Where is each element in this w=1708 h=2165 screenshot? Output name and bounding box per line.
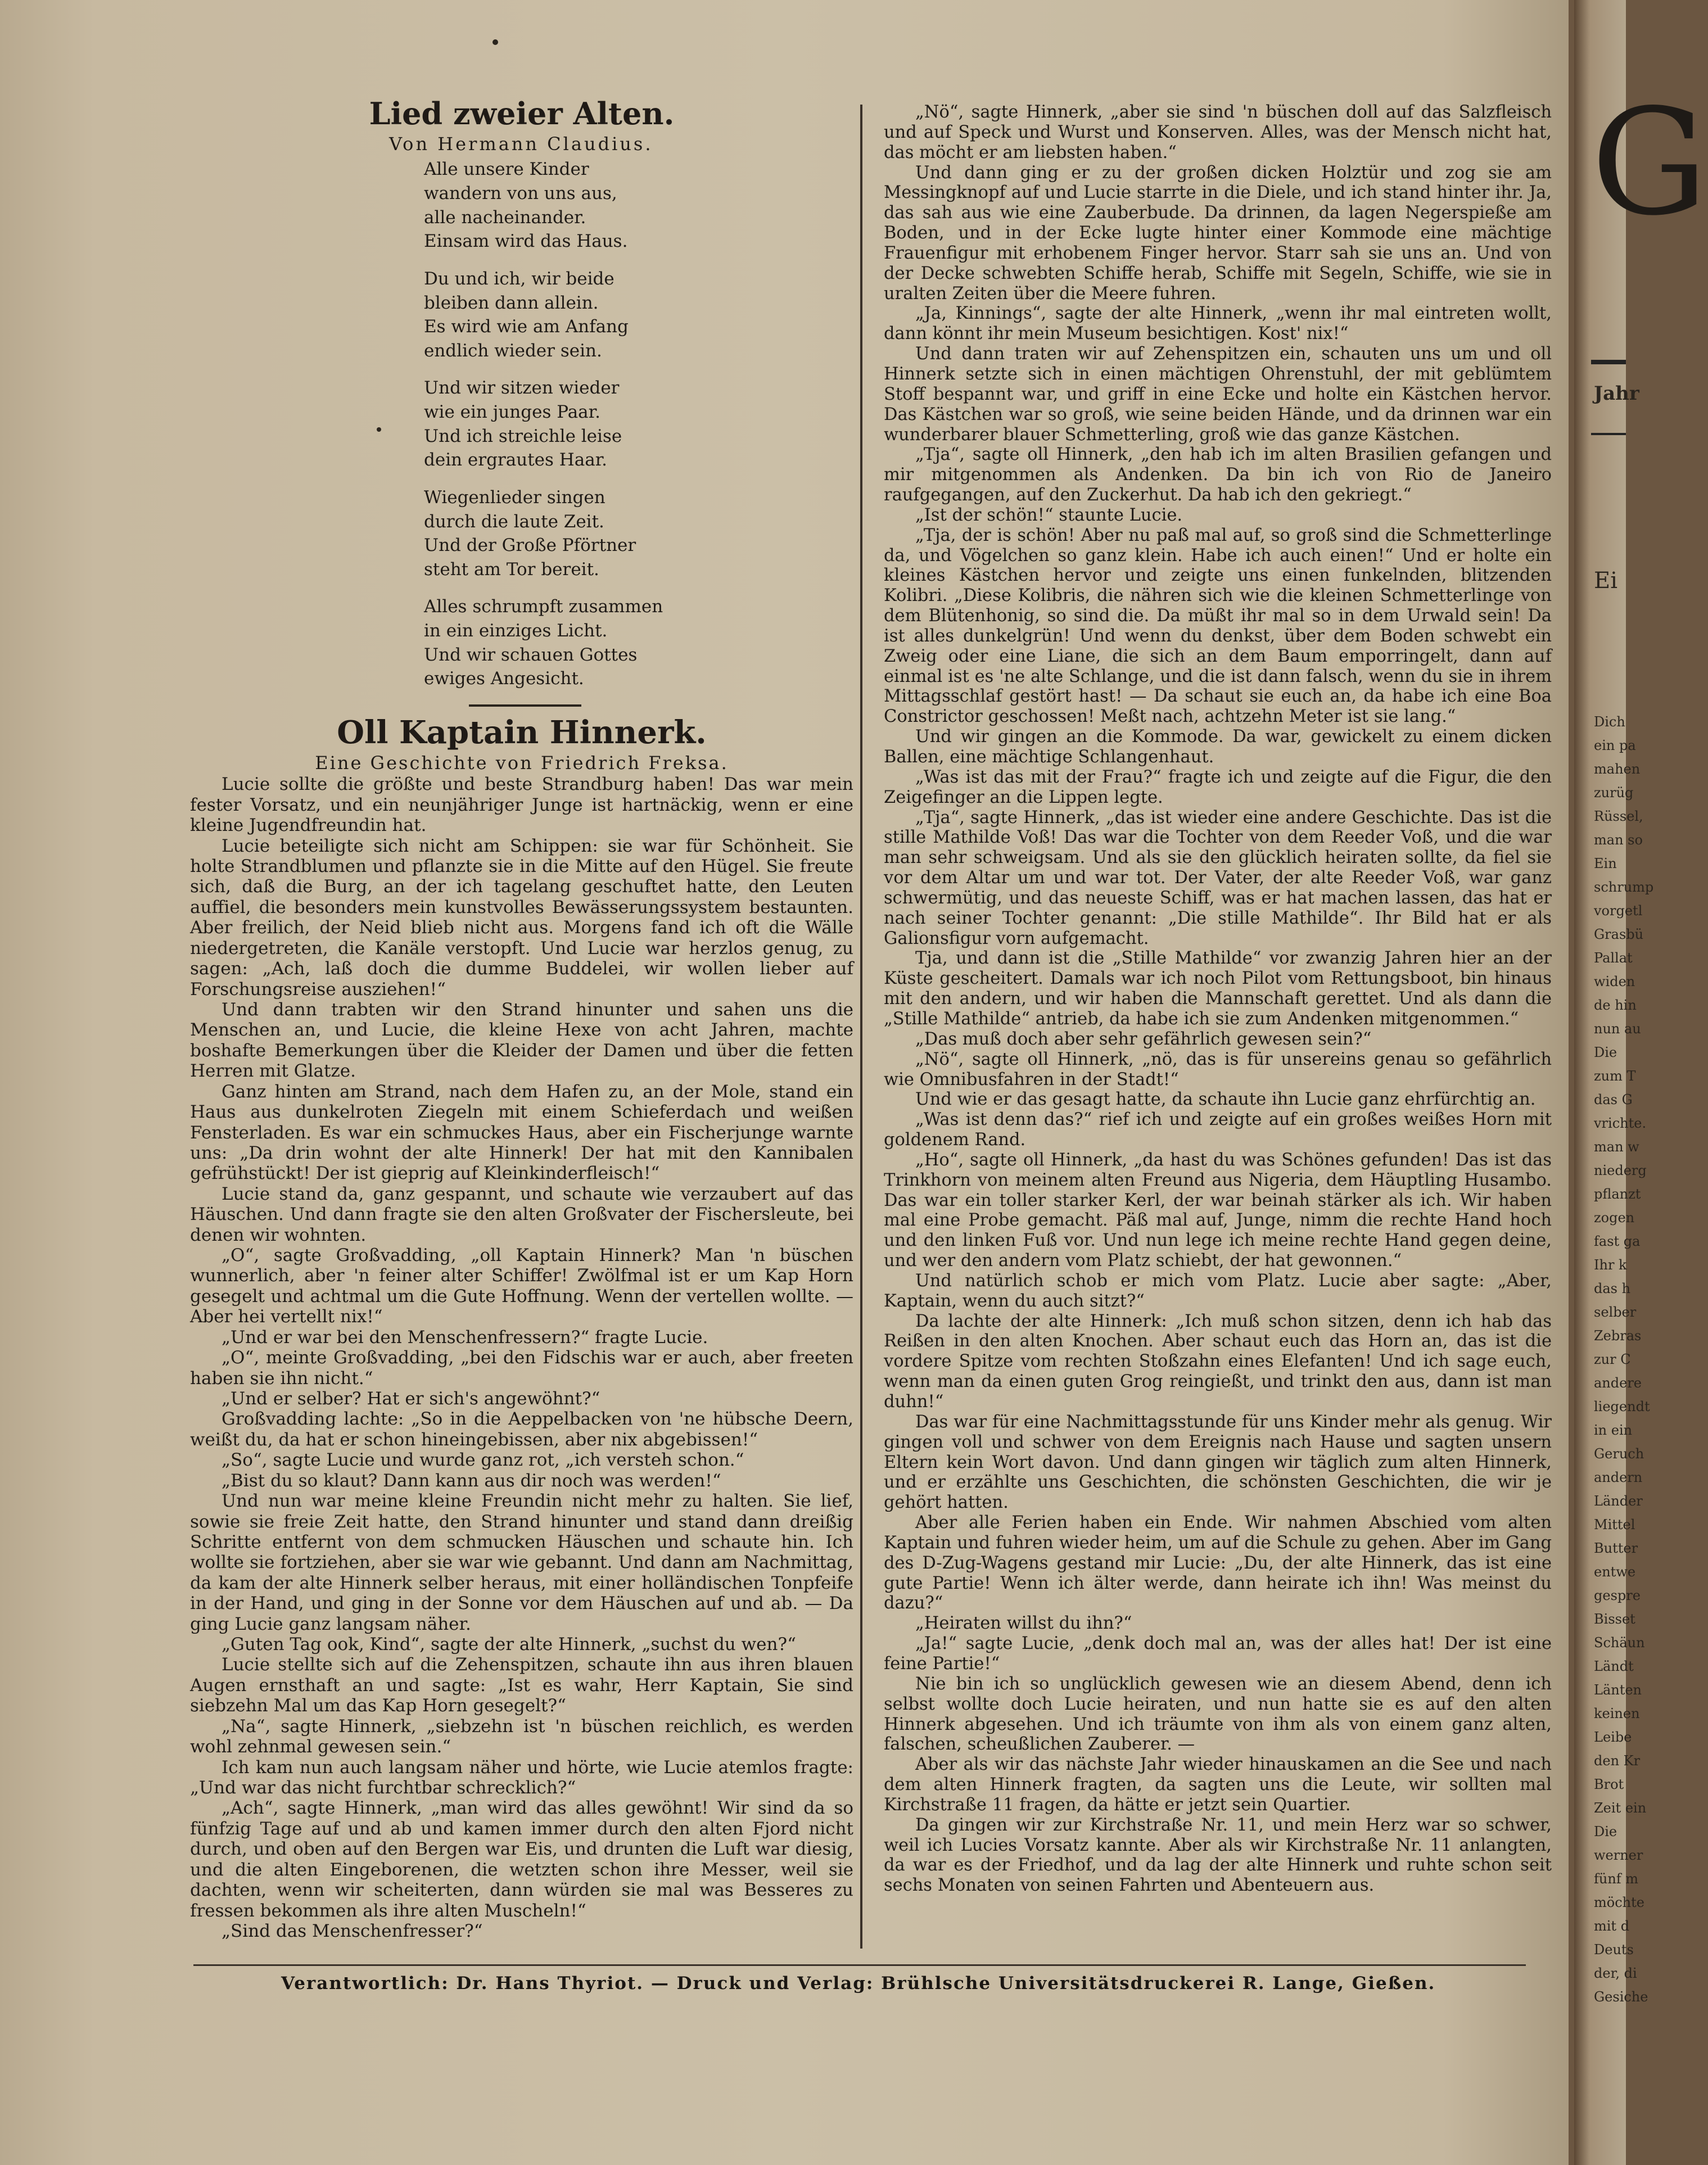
print-speck [492,39,498,45]
story-paragraph: „Ist der schön!“ staunte Lucie. [915,505,1183,525]
story-paragraph: Aber als wir das nächste Jahr wieder hinauskamen an die See und nach dem alten Hinnerk fragten, da sagten uns die Leute, wir sollten mal Kirchstraße 11 fragen, da hätte er jetzt sein Quartier. [884,1755,1552,1815]
imprint-footer: Verantwortlich: Dr. Hans Thyriot. — Druck und Verlag: Brühlsche Universitätsdruckerei R. Lange, Gießen. [281,1973,1436,1994]
footer-rule [193,1964,1526,1966]
story-paragraph: Und dann trabten wir den Strand hinunter und sahen uns die Menschen an, und Lucie, die kleine Hexe von acht Jahren, machte boshafte Bemerkungen über die Kleider der Damen und über die fetten Herren mit Glatze. [190,999,853,1082]
poem-line: alle nacheinander. [424,207,586,228]
adjacent-page-fragment: Grasbü [1594,926,1644,942]
adjacent-page-fragment: Die [1594,1824,1617,1839]
print-speck [377,427,381,432]
story-paragraph: Lucie beteiligte sich nicht am Schippen: sie war für Schönheit. Sie holte Strandblumen und pflanzte sie in die Mitte auf den Hügel. Sie freute sich, daß die Burg, an der ich tagelang geschuftet hatte, den Leuten auffiel, die besonders mein kunstvolles Bewässerungssystem bestaunten. Aber freilich, der Neid blieb nicht aus. Morgens fand ich oft die Wälle niedergetreten, die Kanäle verstopft. Und Lucie war herzlos genug, zu sagen: „Ach, laß doch die dumme Buddelei, wir wollen lieber auf Forschungsreise ausziehen!“ [190,835,853,1000]
story-paragraph: „O“, sagte Großvadding, „oll Kaptain Hinnerk? Man 'n büschen wunnerlich, aber 'n feiner alter Schiffer! Zwölfmal ist er um Kap Horn gesegelt und achtmal um die Gute Hoffnung. Wenn der vertellen wollte. — Aber hei vertellt nix!“ [190,1245,853,1327]
poem-line: bleiben dann allein. [424,292,599,313]
story-paragraph: „Sind das Menschenfresser?“ [222,1920,483,1941]
story-paragraph: Lucie sollte die größte und beste Strandburg haben! Das war mein fester Vorsatz, und ein neunjähriger Junge ist hartnäckig, wenn er eine kleine Jugendfreundin hat. [190,774,853,836]
poem-title: Lied zweier Alten. [369,96,675,132]
poem-line: in ein einziges Licht. [424,621,608,641]
adjacent-page-fragment: Deuts [1594,1942,1634,1958]
adjacent-page-fragment: das G [1594,1092,1633,1108]
story-paragraph: „Was ist das mit der Frau?“ fragte ich und zeigte auf die Figur, die den Zeigefinger an die Lippen legte. [884,767,1552,807]
adjacent-page-fragment: der, di [1594,1965,1637,1981]
adjacent-page-fragment: Jahr [1594,382,1639,405]
adjacent-page-fragment: den Kr [1594,1753,1641,1769]
adjacent-page-fragment: man so [1594,832,1643,848]
adjacent-page-fragment: fünf m [1594,1871,1639,1887]
story-paragraph: Aber alle Ferien haben ein Ende. Wir nahmen Abschied vom alten Kaptain und fuhren wieder heim, um auf die Schule zu gehen. Aber im Gang des D-Zug-Wagens gestand mir Lucie: „Du, der alte Hinnerk, das ist eine gute Partie! Wenn ich älter werde, dann heirate ich ihn! Was meinst du dazu?“ [884,1513,1552,1613]
adjacent-page-fragment: vrichte. [1594,1115,1647,1131]
adjacent-page-fragment: Bisset [1594,1611,1635,1627]
poem-line: Und wir sitzen wieder [424,378,620,399]
poem-line: Und wir schauen Gottes [424,644,638,665]
adjacent-page-rule [1591,433,1626,435]
story-paragraph: „Tja, der is schön! Aber nu paß mal auf, so groß sind die Schmetterlinge da, und Vögelchen so ganz klein. Habe ich auch einen!“ Und er holte ein kleines Kästchen hervor und zeigte uns einen funkelnden, blitzenden Kolibri. „Diese Kolibris, die nähren sich wie die kleinen Schmetterlinge von dem Blütenhonig, so sind die. Da müßt ihr mal so in dem Urwald sein! Da ist alles dunkelgrün! Und wenn du denkst, über dem Boden schwebt ein Zweig oder eine Liane, die sich an dem Baum emporringelt, dann auf einmal ist es 'ne alte Schlange, und die ist dann falsch, wenn du sie in ihrem Mittagsschlaf gestört hast! — Da schaut sie euch an, da habe ich eine Boa Constrictor geschossen! Meßt nach, achtzehn Meter ist sie lang.“ [884,525,1552,727]
adjacent-page-fragment: liegendt [1594,1399,1650,1414]
story-paragraph: „O“, meinte Großvadding, „bei den Fidschis war er auch, aber freeten haben sie ihn nicht.“ [190,1348,853,1389]
story-paragraph: „Guten Tag ook, Kind“, sagte der alte Hinnerk, „suchst du wen?“ [222,1634,796,1655]
adjacent-page-fragment: das h [1594,1281,1631,1296]
poem-line: Es wird wie am Anfang [424,317,629,337]
poem-line: Alles schrumpft zusammen [424,596,663,617]
story-text-left [190,774,853,1941]
poem-stanzas [190,157,853,691]
story-paragraph: „Nö“, sagte Hinnerk, „aber sie sind 'n büschen doll auf das Salzfleisch und auf Speck und Wurst und Konserven. Alles, was der Mensch nicht hat, das möcht er am liebsten haben.“ [884,102,1552,162]
adjacent-page-fragment: in ein [1594,1422,1633,1438]
story-paragraph: „Ach“, sagte Hinnerk, „man wird das alles gewöhnt! Wir sind da so fünfzig Tage auf und ab und kamen immer durch den alten Fjord nicht durch, und oben auf den Bergen war Eis, und drunten die Luft war diesig, und die alten Eingeborenen, die wetzten schon ihre Messer, weil sie dachten, wenn wir scheiterten, dann würden sie mal was Besseres zu fressen bekommen als ihre alten Muscheln!“ [190,1798,853,1921]
poem-stanza [424,486,853,582]
adjacent-page-fragment: Butter [1594,1540,1638,1556]
story-paragraph: „Tja“, sagte Hinnerk, „das ist wieder eine andere Geschichte. Das ist die stille Mathilde Voß! Das war die Tochter von dem Reeder Voß, und die war man sehr schweigsam. Und als sie den glücklich heiraten sollte, da fiel sie vor dem Altar um und war tot. Der Vater, der alte Reeder Voß, war ganz schwermütig, und das neueste Schiff, was er hat machen lassen, das hat er nach seiner Tochter genannt: „Die stille Mathilde“. Ihr Bild hat er als Galionsfigur vorn aufgemacht. [884,807,1552,948]
poem-line: Du und ich, wir beide [424,268,614,289]
adjacent-page-fragment: ein pa [1594,738,1636,753]
story-paragraph: Lucie stand da, ganz gespannt, und schaute wie verzaubert auf das Häuschen. Und dann fragte sie den alten Großvater der Fischersleute, bei denen wir wohnten. [190,1183,853,1245]
poem-line: Und ich streichle leise [424,426,622,446]
story-paragraph: „Ja, Kinnings“, sagte der alte Hinnerk, „wenn ihr mal eintreten wollt, dann könnt ihr mein Museum besichtigen. Kost' nix!“ [884,304,1552,344]
adjacent-page-fragment: fast ga [1594,1233,1641,1249]
adjacent-page-fragment: Ländt [1594,1658,1634,1674]
adjacent-page-fragment: Länten [1594,1682,1642,1698]
poem-stanza [424,267,853,363]
adjacent-page-fragment: keinen [1594,1706,1640,1721]
story-paragraph: Und dann ging er zu der großen dicken Holztür und zog sie am Messingknopf auf und Lucie starrte in die Diele, und ich stand hinter ihr. Ja, das sah aus wie eine Zauberbude. Da drinnen, da lagen Negerspieße am Boden, und in der Ecke lugte hinter einer Kommode eine mächtige Frauenfigur mit erhobenem Finger hervor. Starr sah sie uns an. Und von der Decke schwebten Schiffe herab, Schiffe mit Segeln, Schiffe, wie sie in uralten Zeiten über die Meere fuhren. [884,162,1552,304]
adjacent-page-rule [1591,360,1626,364]
story-paragraph: „Bist du so klaut? Dann kann aus dir noch was werden!“ [222,1470,721,1491]
poem-line: Wiegenlieder singen [424,487,606,508]
story-paragraph: Großvadding lachte: „So in die Aeppelbacken von 'ne hübsche Deern, weißt du, da hat er schon hineingebissen, aber nix abgebissen!“ [190,1409,853,1450]
story-paragraph: „Heiraten willst du ihn?“ [915,1613,1132,1634]
adjacent-page-fragment: widen [1594,974,1635,989]
poem-line: ewiges Angesicht. [424,668,584,689]
poem-line: steht am Tor bereit. [424,559,599,580]
poem-line: Einsam wird das Haus. [424,231,628,252]
adjacent-page-fragment: entwe [1594,1564,1636,1580]
poem-line: dein ergrautes Haar. [424,450,608,471]
poem-line: endlich wieder sein. [424,340,602,361]
poem-line: Alle unsere Kinder [424,159,589,180]
adjacent-page-fragment: zur C [1594,1352,1631,1367]
adjacent-page-fragment: man w [1594,1139,1639,1155]
story-byline: Eine Geschichte von Friedrich Freksa. [315,752,729,774]
story-paragraph: Ich kam nun auch langsam näher und hörte, wie Lucie atemlos fragte: „Und war das nicht furchtbar schrecklich?“ [190,1757,853,1798]
poem-byline: Von Hermann Claudius. [389,133,653,155]
story-paragraph: „Ho“, sagte oll Hinnerk, „da hast du was Schönes gefunden! Das ist das Trinkhorn von meinem alten Freund aus Nigeria, dem Häuptling Husambo. Das war ein toller starker Kerl, der war beinah stärker als ich. Wir haben mal eine Probe gemacht. Päß mal auf, Junge, nimm die rechte Hand hoch und den linken Fuß vor. Und nun lege ich meine rechte Hand gegen deine, und wer den andern vom Platz schiebt, der hat gewonnen.“ [884,1150,1552,1271]
adjacent-page-fragment: mahen [1594,761,1641,777]
story-paragraph: „Ja!“ sagte Lucie, „denk doch mal an, was der alles hat! Der ist eine feine Partie!“ [884,1634,1552,1674]
story-paragraph: „So“, sagte Lucie und wurde ganz rot, „ich versteh schon.“ [222,1450,744,1471]
adjacent-page-fragment: andern [1594,1470,1643,1485]
adjacent-page-fragment: Brot [1594,1777,1624,1792]
adjacent-page-fragment: schrump [1594,879,1654,895]
story-paragraph: Ganz hinten am Strand, nach dem Hafen zu, an der Mole, stand ein Haus aus dunkelroten Ziegeln mit einem Schieferdach und weißen Fensterladen. Es war ein schmuckes Haus, aber ein Fischerjunge warnte uns: „Da drin wohnt der alte Hinnerk! Der hat mit den Kannibalen gefrühstückt! Der ist gieprig auf Kleinkinderfleisch!“ [190,1081,853,1184]
adjacent-page-fragment: möchte [1594,1895,1644,1910]
adjacent-page-fragment: selber [1594,1304,1637,1320]
adjacent-page-fragment: Zeit ein [1594,1800,1647,1816]
adjacent-page-fragment: mit d [1594,1918,1630,1934]
adjacent-page-fragment: Gesiche [1594,1989,1648,2005]
poem-line: wie ein junges Paar. [424,402,600,423]
poem-stanza [424,376,853,472]
adjacent-page-fragment: andere [1594,1375,1642,1391]
adjacent-page-fragment: Schäun [1594,1635,1645,1651]
adjacent-page-fragment: Dich [1594,714,1625,730]
adjacent-page-fragment: Leibe [1594,1729,1632,1745]
story-paragraph: „Nö“, sagte oll Hinnerk, „nö, das is für unsereins genau so gefährlich wie Omnibusfahren in der Stadt!“ [884,1049,1552,1090]
story-text-right [884,102,1552,1896]
story-paragraph: Das war für eine Nachmittagsstunde für uns Kinder mehr als genug. Wir gingen voll und schwer von dem Ereignis nach Hause und sagten unsern Eltern kein Wort davon. Und dann gingen wir täglich zum alten Hinnerk, und er erzählte uns Geschichten, die schönsten Geschichten, die wir je gehört hatten. [884,1412,1552,1513]
story-paragraph: „Was ist denn das?“ rief ich und zeigte auf ein großes weißes Horn mit goldenem Rand. [884,1110,1552,1150]
poem-line: Und der Große Pförtner [424,535,636,556]
adjacent-page-fragment: Geruch [1594,1446,1644,1462]
section-divider [469,704,581,707]
story-paragraph: Und dann traten wir auf Zehenspitzen ein, schauten uns um und oll Hinnerk setzte sich in einen mächtigen Ohrenstuhl, der mit geblümtem Stoff bespannt war, und griff in eine Ecke und holte ein Kästchen hervor. Das Kästchen war so groß, wie seine beiden Hände, und da drinnen war ein wunderbarer blauer Schmetterling, groß wie das ganze Kästchen. [884,344,1552,445]
story-paragraph: „Und er selber? Hat er sich's angewöhnt?“ [222,1389,600,1409]
poem-stanza [424,157,853,254]
adjacent-page-fragment: Pallat [1594,950,1633,966]
right-column [884,102,1552,1896]
adjacent-page-fragment: zogen [1594,1210,1635,1226]
adjacent-page-fragment: Länder [1594,1493,1643,1509]
poem-line: durch die laute Zeit. [424,511,604,532]
story-paragraph: „Und er war bei den Menschenfressern?“ fragte Lucie. [222,1327,708,1348]
adjacent-page-fragment: Ihr k [1594,1257,1627,1273]
story-paragraph: Lucie stellte sich auf die Zehenspitzen, schaute ihn aus ihren blauen Augen ernsthaft an und sagte: „Ist es wahr, Herr Kaptain, Sie sind siebzehn Mal um das Kap Horn gesegelt?“ [190,1655,853,1716]
story-paragraph: Nie bin ich so unglücklich gewesen wie an diesem Abend, denn ich selbst wollte doch Lucie heiraten, und nun hatte sie es auf den alten Hinnerk abgesehen. Und ich träumte von ihm als von einem ganz alten, falschen, scheußlichen Zauberer. — [884,1674,1552,1755]
adjacent-page-fragment: vorgetl [1594,903,1643,919]
poem-stanza [424,595,853,691]
story-paragraph: Tja, und dann ist die „Stille Mathilde“ vor zwanzig Jahren hier an der Küste gescheitert. Damals war ich noch Pilot vom Rettungsboot, bin hinaus mit den andern, und wir haben die Mannschaft gerettet. Und als dann die „Stille Mathilde“ antrieb, da habe ich sie zum Andenken mitgenommen.“ [884,948,1552,1029]
adjacent-page-fragment: pflanzt [1594,1186,1641,1202]
story-title: Oll Kaptain Hinnerk. [337,713,707,751]
adjacent-page-masthead-letter: G [1591,78,1708,248]
adjacent-page-fragment: Zebras [1594,1328,1642,1344]
story-paragraph: Und wir gingen an die Kommode. Da war, gewickelt zu einem dicken Ballen, eine mächtige Schlangenhaut. [884,727,1552,767]
adjacent-page-fragment: Ei [1594,568,1617,594]
adjacent-page-fragment: gespre [1594,1588,1641,1603]
story-paragraph: Und natürlich schob er mich vom Platz. Lucie aber sagte: „Aber, Kaptain, wenn du auch sitzt?“ [884,1271,1552,1311]
adjacent-page-fragment: niederg [1594,1163,1647,1178]
adjacent-page-fragment: nun au [1594,1021,1641,1037]
column-divider [860,105,862,1949]
story-paragraph: „Tja“, sagte oll Hinnerk, „den hab ich im alten Brasilien gefangen und mir mitgenommen als Andenken. Da bin ich von Rio de Janeiro raufgegangen, auf den Zuckerhut. Da hab ich den gekriegt.“ [884,445,1552,505]
adjacent-page-fragment: werner [1594,1847,1643,1863]
story-paragraph: Und wie er das gesagt hatte, da schaute ihn Lucie ganz ehrfürchtig an. [915,1090,1536,1110]
adjacent-page-fragment: de hin [1594,997,1637,1013]
left-column [190,97,853,1941]
adjacent-page-fragment: zurüg [1594,785,1634,801]
story-paragraph: Da gingen wir zur Kirchstraße Nr. 11, und mein Herz war so schwer, weil ich Lucies Vorsatz kannte. Aber als wir Kirchstraße Nr. 11 anlangten, da war es der Friedhof, und da lag der alte Hinnerk und ruhte schon seit sechs Monaten von seinen Fahrten und Abenteuern aus. [884,1815,1552,1896]
poem-line: wandern von uns aus, [424,183,617,204]
story-paragraph: „Das muß doch aber sehr gefährlich gewesen sein?“ [915,1029,1372,1049]
adjacent-page-fragment: Mittel [1594,1517,1635,1533]
adjacent-page-fragment: Ein [1594,856,1617,871]
story-paragraph: Und nun war meine kleine Freundin nicht mehr zu halten. Sie lief, sowie sie freie Zeit hatte, den Strand hinunter und stand dann dreißig Schritte entfernt von dem schmucken Häuschen und schaute hin. Ich wollte sie fortziehen, aber sie war wie gebannt. Und dann am Nachmittag, da kam der alte Hinnerk selber heraus, mit einer holländischen Tonpfeife in der Hand, und ging in der Sonne vor dem Häuschen auf und ab. — Da ging Lucie ganz langsam näher. [190,1491,853,1634]
adjacent-page-fragment: Rüssel, [1594,808,1643,824]
adjacent-page-fragment: Die [1594,1045,1617,1060]
story-paragraph: Da lachte der alte Hinnerk: „Ich muß schon sitzen, denn ich hab das Reißen in den alten Knochen. Aber schaut euch das Horn an, das ist die vordere Spitze vom rechten Stoßzahn eines Elefanten! Und ich sage euch, wenn man da einen guten Grog reingießt, und trinkt den aus, dann ist man duhn!“ [884,1311,1552,1412]
adjacent-page-fragment: zum T [1594,1068,1636,1084]
story-paragraph: „Na“, sagte Hinnerk, „siebzehn ist 'n büschen reichlich, es werden wohl zehnmal gewesen sein.“ [190,1716,853,1757]
